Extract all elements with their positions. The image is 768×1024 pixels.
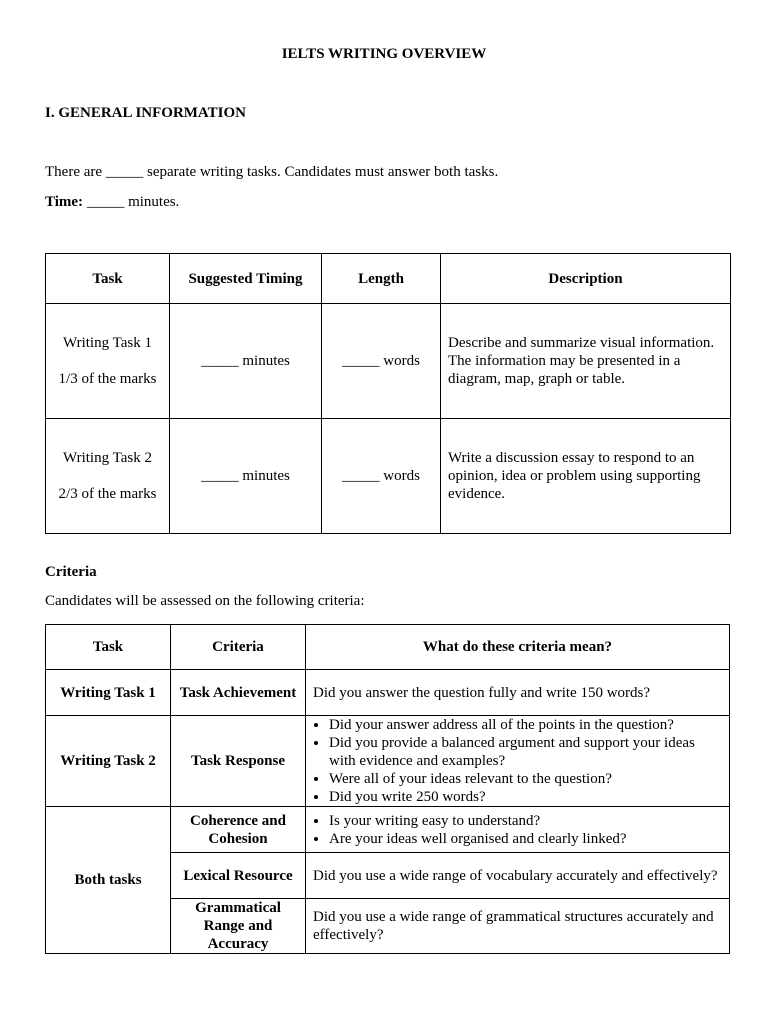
task-cell: Both tasks xyxy=(46,807,171,954)
time-value: _____ minutes. xyxy=(86,194,180,210)
length-cell: _____ words xyxy=(322,419,441,534)
table-row xyxy=(46,419,731,534)
meaning-cell: Did you use a wide range of vocabulary accurately and effectively? xyxy=(306,853,730,899)
header-task: Task xyxy=(46,625,171,670)
criterion-cell: Coherence and Cohesion xyxy=(171,807,306,853)
header-description: Description xyxy=(441,254,731,304)
criteria-table xyxy=(45,624,730,954)
task-cell: Writing Task 1 xyxy=(46,670,171,716)
bullet-list xyxy=(313,716,722,806)
table-row xyxy=(46,304,731,419)
list-item: • Did you write 250 words? xyxy=(329,788,722,806)
criterion-cell: Task Achievement xyxy=(171,670,306,716)
task-name: Writing Task 2 xyxy=(63,450,152,466)
list-item: • Did you provide a balanced argument and support your ideas with evidence and examples? xyxy=(329,734,722,770)
time-line xyxy=(45,194,179,211)
list-item: • Were all of your ideas relevant to the question? xyxy=(329,770,722,788)
task-name: Writing Task 1 xyxy=(63,335,152,351)
table-row xyxy=(46,716,730,807)
overview-header-row xyxy=(46,254,731,304)
meaning-cell: Did you answer the question fully and write 150 words? xyxy=(306,670,730,716)
time-label: Time: xyxy=(45,194,84,210)
description-cell: Describe and summarize visual information. The information may be presented in a diagram, map, graph or table. xyxy=(441,304,731,419)
criteria-intro: Candidates will be assessed on the following criteria: xyxy=(45,593,365,609)
meaning-cell xyxy=(306,807,730,853)
timing-cell: _____ minutes xyxy=(170,419,322,534)
bullet-list xyxy=(313,812,722,848)
task-cell: Writing Task 2 xyxy=(46,716,171,807)
page-title: IELTS WRITING OVERVIEW xyxy=(281,46,487,62)
header-length: Length xyxy=(322,254,441,304)
task-cell xyxy=(46,304,170,419)
length-cell: _____ words xyxy=(322,304,441,419)
header-criteria: Criteria xyxy=(171,625,306,670)
header-suggested-timing: Suggested Timing xyxy=(170,254,322,304)
section-heading: I. GENERAL INFORMATION xyxy=(45,105,246,121)
meaning-cell: Did you use a wide range of grammatical structures accurately and effectively? xyxy=(306,899,730,954)
list-item: • Are your ideas well organised and clearly linked? xyxy=(329,830,722,848)
tasks-sentence: There are _____ separate writing tasks. Candidates must answer both tasks. xyxy=(45,164,499,180)
table-row xyxy=(46,807,730,853)
header-meaning: What do these criteria mean? xyxy=(306,625,730,670)
task-marks: 2/3 of the marks xyxy=(58,486,157,502)
header-task: Task xyxy=(46,254,170,304)
criterion-cell: Grammatical Range and Accuracy xyxy=(171,899,306,954)
criteria-heading: Criteria xyxy=(45,564,97,580)
criterion-cell: Lexical Resource xyxy=(171,853,306,899)
task-marks: 1/3 of the marks xyxy=(58,371,157,387)
list-item: • Did your answer address all of the points in the question? xyxy=(329,716,722,734)
table-row xyxy=(46,670,730,716)
criteria-header-row xyxy=(46,625,730,670)
timing-cell: _____ minutes xyxy=(170,304,322,419)
meaning-cell xyxy=(306,716,730,807)
overview-table xyxy=(45,253,731,534)
criterion-cell: Task Response xyxy=(171,716,306,807)
task-cell xyxy=(46,419,170,534)
list-item: • Is your writing easy to understand? xyxy=(329,812,722,830)
description-cell: Write a discussion essay to respond to an opinion, idea or problem using supporting evidence. xyxy=(441,419,731,534)
